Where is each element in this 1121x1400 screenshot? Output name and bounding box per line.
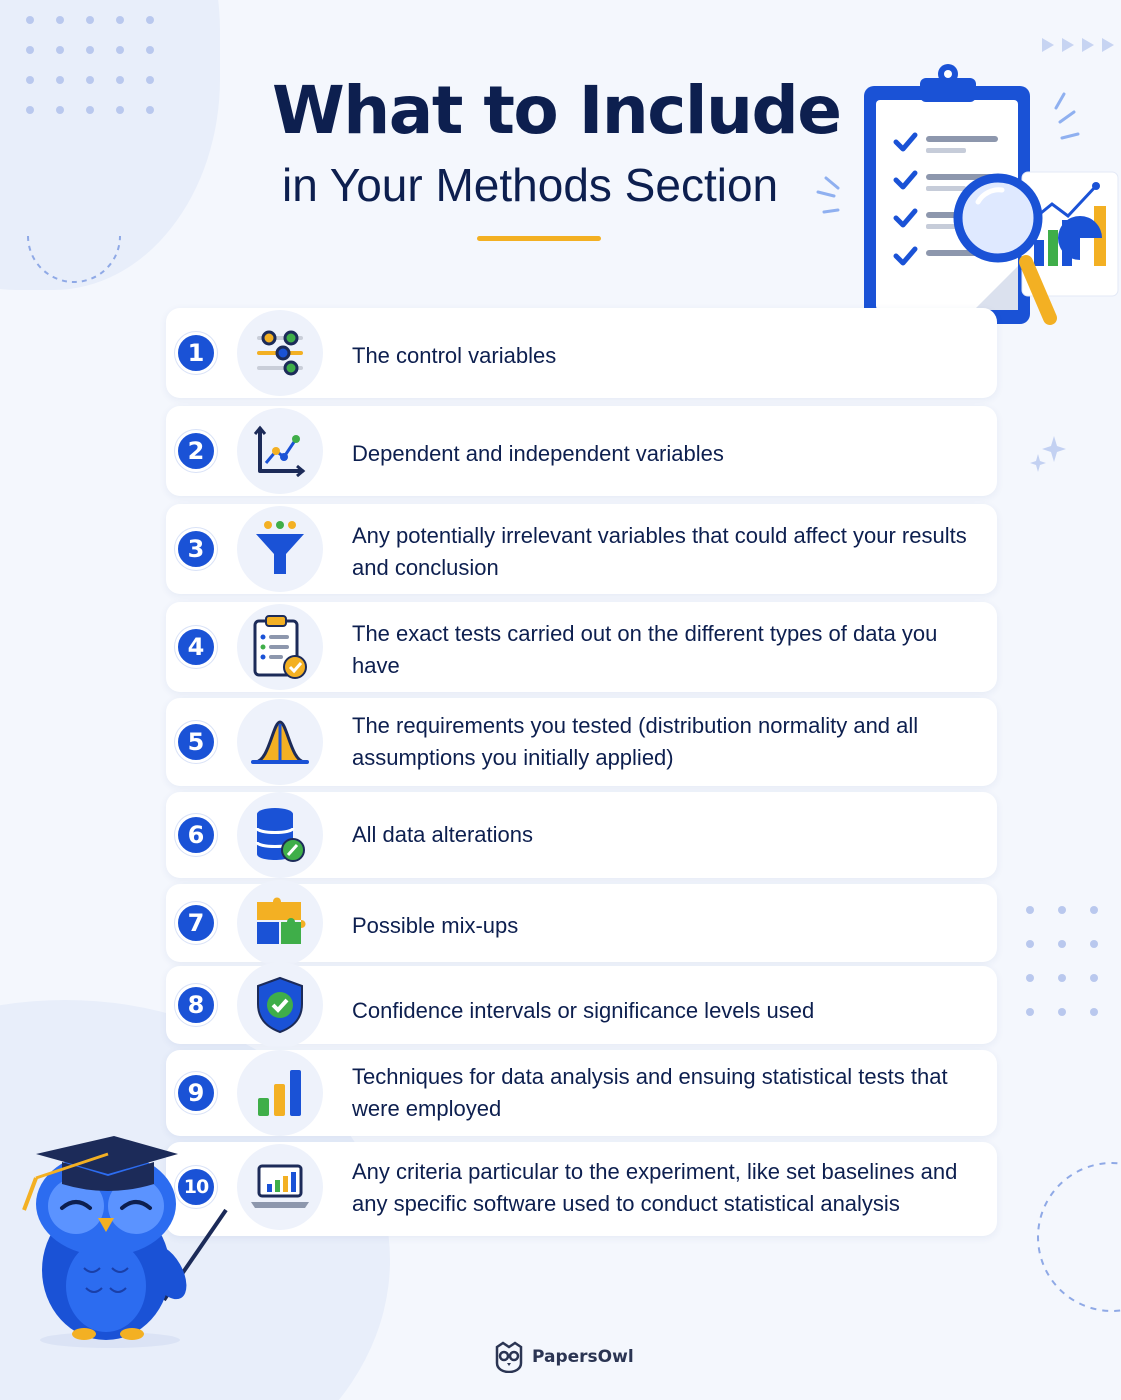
item-number-badge: 6	[175, 814, 217, 856]
page-title: What to Include	[272, 72, 841, 149]
puzzle-icon	[237, 880, 323, 966]
item-number-badge: 9	[175, 1072, 217, 1114]
item-text: Any criteria particular to the experiment, like set baselines and any specific software used to conduct statistical analysis	[352, 1159, 958, 1216]
line-chart-icon	[237, 408, 323, 494]
item-text: The exact tests carried out on the different types of data you have	[352, 621, 938, 678]
item-number-badge: 4	[175, 626, 217, 668]
owl-mascot-icon	[14, 1100, 236, 1350]
item-number-badge: 3	[175, 528, 217, 570]
item-text: Techniques for data analysis and ensuing statistical tests that were employed	[352, 1064, 948, 1121]
clipboard-magnifier-icon	[812, 60, 1120, 332]
shield-check-icon	[237, 962, 323, 1048]
item-number-badge: 1	[175, 332, 217, 374]
funnel-icon	[237, 506, 323, 592]
item-text: The control variables	[352, 343, 557, 368]
list-item	[166, 884, 997, 962]
list-item	[166, 602, 997, 692]
item-text: Possible mix-ups	[352, 913, 519, 938]
item-text: The requirements you tested (distribution normality and all assumptions you initially applied)	[352, 713, 919, 770]
dashed-circle-bottom-right	[1034, 1160, 1121, 1314]
item-text: Any potentially irrelevant variables that could affect your results and conclusion	[352, 523, 967, 580]
item-number-badge: 2	[175, 430, 217, 472]
item-text: Dependent and independent variables	[352, 441, 724, 466]
item-number-badge: 8	[175, 984, 217, 1026]
clipboard-check-icon	[237, 604, 323, 690]
database-edit-icon	[237, 792, 323, 878]
brand-name: PapersOwl	[532, 1347, 634, 1367]
item-number-badge: 5	[175, 721, 217, 763]
list-item	[166, 792, 997, 878]
list-item	[166, 1142, 997, 1236]
dot-grid-top-left	[26, 16, 176, 114]
list-item	[166, 406, 997, 496]
sparkle-icon	[1026, 434, 1068, 476]
list-item	[166, 1050, 997, 1136]
bar-chart-icon	[237, 1050, 323, 1136]
arrows-decoration-icon	[1040, 36, 1120, 54]
sliders-icon	[237, 310, 323, 396]
footer-brand	[494, 1340, 634, 1374]
list-item	[166, 966, 997, 1044]
title-underline	[477, 236, 601, 241]
item-text: All data alterations	[352, 822, 533, 847]
list-item	[166, 308, 997, 398]
laptop-chart-icon	[237, 1144, 323, 1230]
list-item	[166, 698, 997, 786]
page-subtitle: in Your Methods Section	[282, 159, 779, 211]
item-number-badge: 10	[175, 1166, 217, 1208]
dashed-arc-top-left	[24, 232, 124, 296]
list-item	[166, 504, 997, 594]
owl-logo-icon	[494, 1341, 524, 1373]
bell-curve-icon	[237, 699, 323, 785]
item-text: Confidence intervals or significance levels used	[352, 998, 815, 1023]
item-number-badge: 7	[175, 902, 217, 944]
dot-grid-right	[1026, 906, 1121, 1016]
